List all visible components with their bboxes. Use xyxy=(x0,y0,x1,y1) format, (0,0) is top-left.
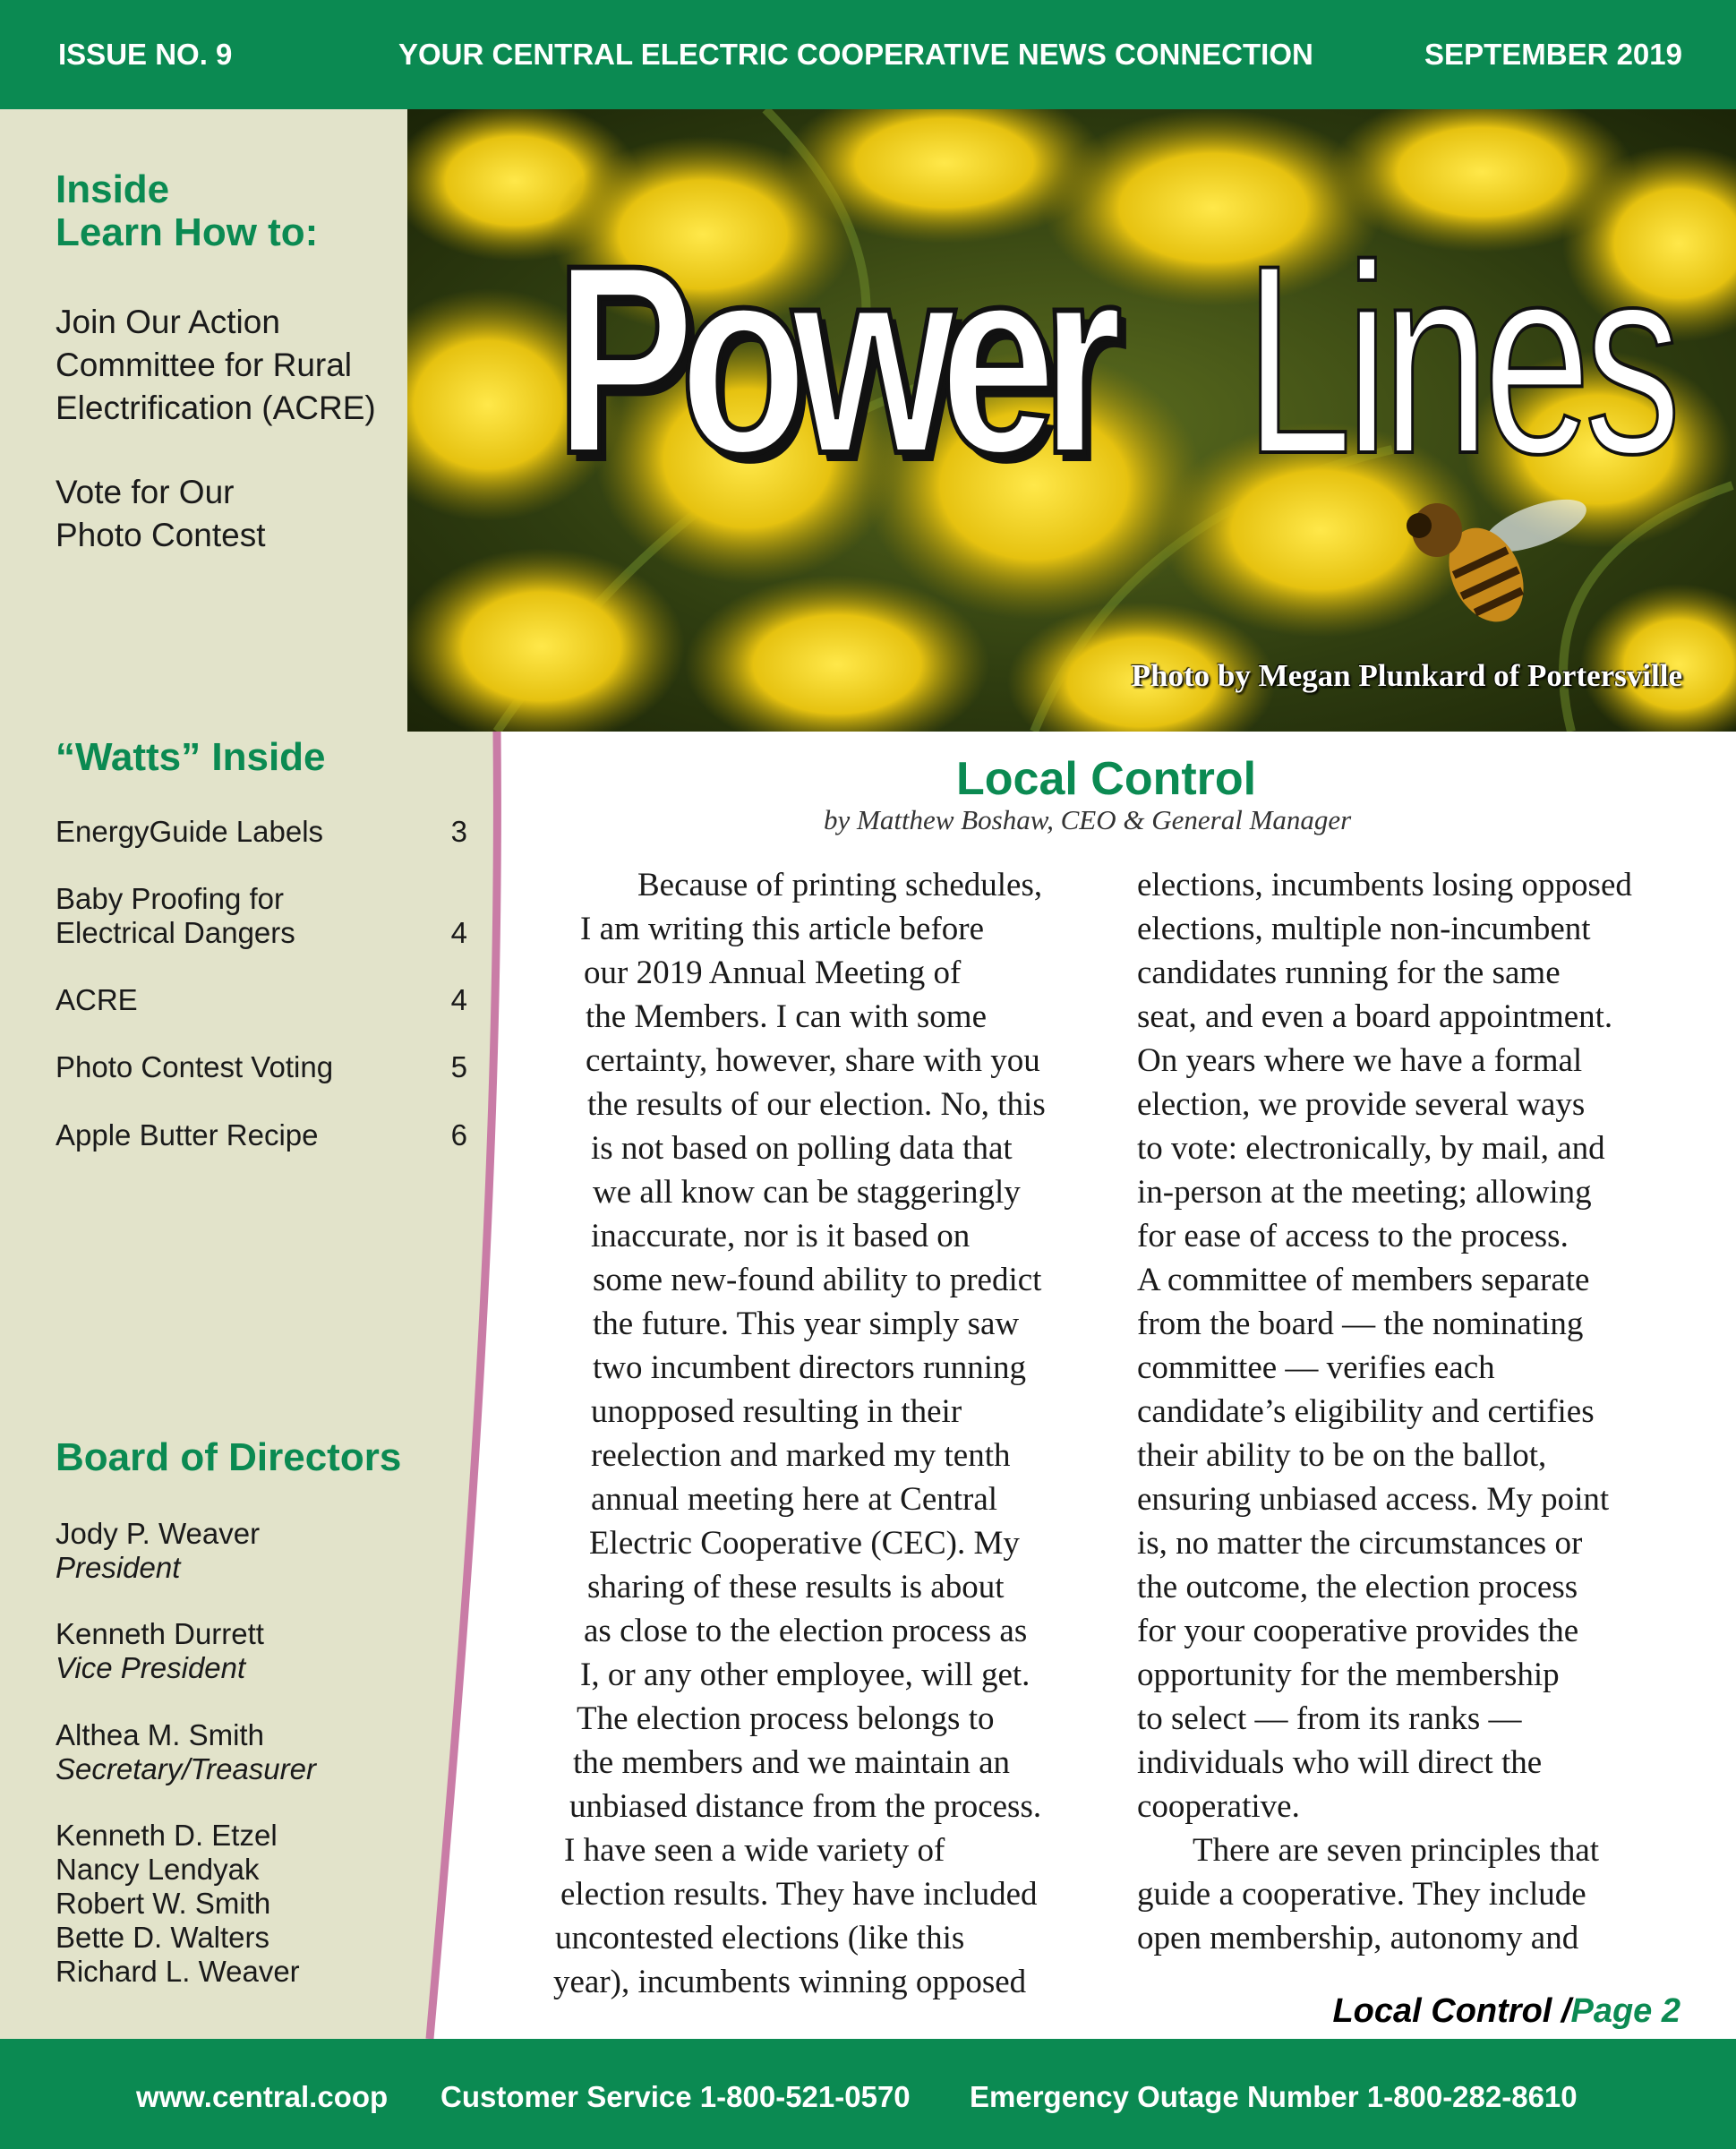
article-line: A committee of members separate xyxy=(1137,1262,1590,1298)
article-line: committee — verifies each xyxy=(1137,1349,1495,1386)
article-line: election results. They have included xyxy=(560,1876,1038,1913)
article-line: to select — from its ranks — xyxy=(1137,1700,1522,1737)
article-line: I have seen a wide variety of xyxy=(564,1832,945,1869)
article-line: annual meeting here at Central xyxy=(591,1481,998,1518)
article-line: individuals who will direct the xyxy=(1137,1744,1543,1781)
article-line: year), incumbents winning opposed xyxy=(553,1964,1027,2000)
learn-item-photo-contest: Vote for Our Photo Contest xyxy=(56,474,266,554)
article-line: election, we provide several ways xyxy=(1137,1086,1586,1123)
customer-service-number: Customer Service 1-800-521-0570 xyxy=(440,2080,911,2113)
toc-item[interactable]: Baby Proofing for Electrical Dangers 4 xyxy=(56,882,467,949)
toc-item[interactable]: EnergyGuide Labels 3 xyxy=(56,815,467,848)
article-line: ensuring unbiased access. My point xyxy=(1137,1481,1610,1518)
article-line: I am writing this article before xyxy=(580,911,985,947)
article-line: our 2019 Annual Meeting of xyxy=(584,955,962,991)
top-bar xyxy=(0,0,1736,109)
learn-item-acre: Join Our Action Committee for Rural Electrification (ACRE) xyxy=(56,304,376,427)
article-line: is not based on polling data that xyxy=(591,1130,1013,1167)
article-line: their ability to be on the ballot, xyxy=(1137,1437,1547,1474)
article-line: There are seven principles that xyxy=(1193,1832,1600,1869)
article-line: some new-found ability to predict xyxy=(593,1262,1042,1298)
director-president: Jody P. Weaver President xyxy=(56,1517,261,1584)
article-line: for ease of access to the process. xyxy=(1137,1218,1569,1254)
article-line: opportunity for the membership xyxy=(1137,1657,1560,1693)
toc-item[interactable]: Photo Contest Voting 5 xyxy=(56,1050,467,1083)
article-line: elections, incumbents losing opposed xyxy=(1137,867,1632,903)
article-line: candidates running for the same xyxy=(1137,955,1561,991)
article-byline: by Matthew Boshaw, CEO & General Manager xyxy=(824,804,1352,835)
article-line: the members and we maintain an xyxy=(573,1744,1011,1781)
article-line: reelection and marked my tenth xyxy=(591,1437,1011,1474)
issue-number: ISSUE NO. 9 xyxy=(58,38,233,71)
article-line: On years where we have a formal xyxy=(1137,1042,1583,1079)
article-line: open membership, autonomy and xyxy=(1137,1920,1579,1956)
article-line: sharing of these results is about xyxy=(587,1569,1005,1605)
masthead-lines: Lines xyxy=(1244,209,1675,509)
article-line: for your cooperative provides the xyxy=(1137,1613,1579,1649)
toc-item[interactable]: ACRE 4 xyxy=(56,983,467,1016)
toc-page-number: 5 xyxy=(450,1050,467,1083)
article-line: in-person at the meeting; allowing xyxy=(1137,1174,1592,1211)
toc-item[interactable]: Apple Butter Recipe 6 xyxy=(56,1118,467,1152)
toc-page-number: 3 xyxy=(450,815,467,848)
article-column-1 xyxy=(0,863,1046,2004)
article-line: Electric Cooperative (CEC). My xyxy=(589,1525,1020,1562)
article-line: is, no matter the circumstances or xyxy=(1137,1525,1583,1562)
article-line: the future. This year simply saw xyxy=(593,1306,1020,1342)
photo-credit: Photo by Megan Plunkard of Portersville xyxy=(1131,658,1682,693)
article-line: the outcome, the election process xyxy=(1137,1569,1578,1605)
tagline: YOUR CENTRAL ELECTRIC COOPERATIVE NEWS CONNECTION xyxy=(398,38,1313,71)
article-line: we all know can be staggeringly xyxy=(593,1174,1021,1211)
article-line: the results of our election. No, this xyxy=(587,1086,1046,1123)
board-heading: Board of Directors xyxy=(56,1435,402,1479)
article-title: Local Control xyxy=(956,753,1257,805)
article-line: the Members. I can with some xyxy=(586,998,987,1035)
website-link[interactable]: www.central.coop xyxy=(136,2080,389,2113)
director-members-list: Kenneth D. Etzel Nancy Lendyak Robert W. Smith Bette D. Walters Richard L. Weaver xyxy=(56,1819,300,1988)
article-line: inaccurate, nor is it based on xyxy=(591,1218,971,1254)
article-line: candidate’s eligibility and certifies xyxy=(1137,1393,1595,1430)
article-line: unbiased distance from the process. xyxy=(569,1788,1042,1825)
article-line: I, or any other employee, will get. xyxy=(580,1657,1030,1693)
article-line: elections, multiple non-incumbent xyxy=(1137,911,1591,947)
continued-link[interactable]: Local Control /Page 2 xyxy=(1332,1992,1680,2030)
article-line: to vote: electronically, by mail, and xyxy=(1137,1130,1605,1167)
article-line: The election process belongs to xyxy=(577,1700,995,1737)
footer-bar xyxy=(0,2039,1736,2149)
director-vice-president: Kenneth Durrett Vice President xyxy=(56,1617,264,1684)
toc-page-number: 6 xyxy=(450,1118,467,1152)
article-line: two incumbent directors running xyxy=(593,1349,1026,1386)
toc-page-number: 4 xyxy=(450,915,467,949)
article-line: unopposed resulting in their xyxy=(591,1393,962,1430)
article-line: uncontested elections (like this xyxy=(555,1920,965,1956)
article-column-2 xyxy=(1137,863,1632,1960)
article-line: cooperative. xyxy=(1137,1788,1300,1825)
article-line: from the board — the nominating xyxy=(1137,1306,1584,1342)
watts-inside-heading: “Watts” Inside xyxy=(56,735,326,779)
toc-page-number: 4 xyxy=(450,983,467,1016)
article-line: seat, and even a board appointment. xyxy=(1137,998,1613,1035)
masthead-power: Power xyxy=(555,209,1107,509)
article-line: as close to the election process as xyxy=(584,1613,1028,1649)
issue-date: SEPTEMBER 2019 xyxy=(1424,38,1682,71)
director-secretary-treasurer: Althea M. Smith Secretary/Treasurer xyxy=(56,1718,316,1785)
emergency-outage-number: Emergency Outage Number 1-800-282-8610 xyxy=(970,2080,1578,2113)
inside-heading: Inside Learn How to: xyxy=(56,167,319,255)
article-line: guide a cooperative. They include xyxy=(1137,1876,1586,1913)
article-line: certainty, however, share with you xyxy=(586,1042,1040,1079)
article-line: Because of printing schedules, xyxy=(637,867,1043,903)
